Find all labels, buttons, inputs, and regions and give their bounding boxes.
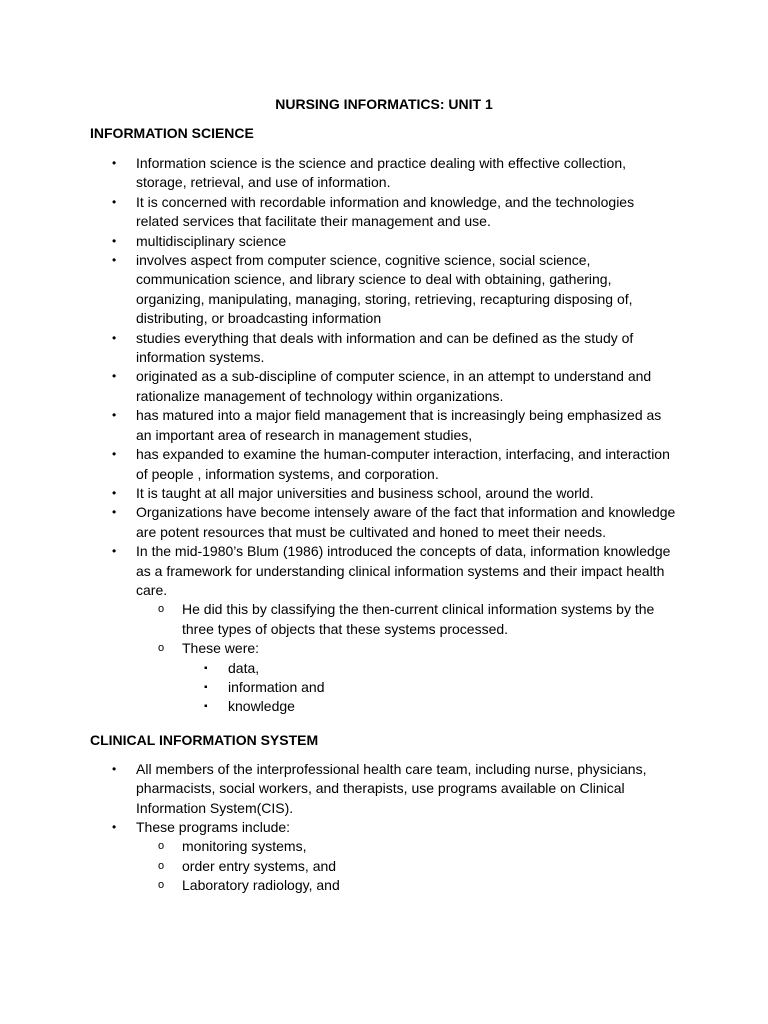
sub-list-item: o monitoring systems,: [136, 837, 678, 856]
bullet-icon: •: [112, 156, 117, 170]
bullet-icon: •: [112, 505, 117, 520]
square-bullet-icon: ▪: [204, 681, 208, 693]
list-item: • All members of the interprofessional health care team, including nurse, physicians, pharmacists, social workers, and therapists, use programs available on Clinical Information System(CIS).: [112, 760, 647, 816]
sub-list-item: o He did this by classifying the then-current clinical information systems by the three types of objects that these systems processed.: [158, 601, 655, 637]
hollow-bullet-icon: o: [158, 603, 165, 616]
list-item: • It is concerned with recordable information and knowledge, and the technologies related services that facilitate their management and use.: [112, 193, 635, 230]
bullet-icon: •: [112, 233, 117, 248]
list-item: • It is taught at all major universities and business school, around the world.: [90, 484, 678, 503]
bullet-icon: •: [112, 761, 117, 776]
bullet-icon: •: [112, 330, 117, 345]
information-science-list: [90, 154, 678, 717]
list-item: • multidisciplinary science: [90, 232, 678, 251]
list-item: • Information science is the science and practice dealing with effective collection, storage, retrieval, and use of information.: [112, 155, 627, 191]
sub-list-item: o These were: ▪ data, ▪ information and ▪ knowledge: [136, 639, 678, 717]
list-item: • has expanded to examine the human-computer interaction, interfacing, and interaction of people , information systems, and corporation.: [112, 446, 670, 482]
list-item: • In the mid-1980’s Blum (1986) introduced the concepts of data, information knowledge as a framework for understanding clinical information systems and their impact health care. o He did this by classifying the then-current clinical information systems by the three types of objects that these systems processed. o These were: ▪ data, ▪ information and ▪ knowledge: [90, 542, 678, 717]
sub-sub-list-item: ▪ knowledge: [182, 697, 678, 716]
section-heading-information-science: INFORMATION SCIENCE: [90, 125, 254, 141]
clinical-information-system-list: [90, 760, 678, 896]
list-item: • Organizations have become intensely aware of the fact that information and knowledge are potent resources that must be cultivated and honed to meet their needs.: [112, 504, 676, 540]
list-item: • involves aspect from computer science, cognitive science, social science, communication science, and library science to deal with obtaining, gathering, organizing, manipulating, managing, storing, retrieving, recapturing disposing of, distributing, or broadcasting information: [112, 252, 633, 327]
hollow-bullet-icon: o: [158, 840, 165, 853]
list-item: • originated as a sub-discipline of computer science, in an attempt to understand and rationalize management of technology within organizations.: [112, 368, 652, 404]
list-item: • These programs include: o monitoring systems, o order entry systems, and o Laboratory radiology, and: [90, 818, 678, 896]
sub-list-item: o order entry systems, and: [136, 857, 678, 876]
document-title: NURSING INFORMATICS: UNIT 1: [275, 96, 493, 112]
bullet-icon: •: [112, 194, 117, 209]
list-item: • studies everything that deals with information and can be defined as the study of information systems.: [112, 329, 634, 366]
sub-sub-list-item: ▪ information and: [182, 678, 678, 697]
sub-list: [136, 837, 678, 895]
square-bullet-icon: ▪: [204, 662, 208, 674]
bullet-icon: •: [112, 485, 117, 500]
list-item: • has matured into a major field management that is increasingly being emphasized as an important area of research in management studies,: [112, 407, 662, 443]
sub-sub-list: [182, 659, 678, 717]
bullet-icon: •: [112, 544, 117, 559]
hollow-bullet-icon: o: [158, 859, 165, 872]
square-bullet-icon: ▪: [204, 701, 208, 713]
bullet-icon: •: [112, 820, 117, 834]
hollow-bullet-icon: o: [158, 642, 165, 655]
sub-sub-list-item: ▪ data,: [182, 659, 678, 678]
bullet-icon: •: [112, 408, 117, 423]
bullet-icon: •: [112, 447, 117, 462]
section-heading-clinical-information-system: CLINICAL INFORMATION SYSTEM: [90, 731, 319, 748]
hollow-bullet-icon: o: [158, 879, 165, 892]
sub-list-item: o Laboratory radiology, and: [136, 876, 678, 895]
bullet-icon: •: [112, 253, 117, 268]
bullet-icon: •: [112, 369, 117, 384]
sub-list: [136, 600, 678, 716]
